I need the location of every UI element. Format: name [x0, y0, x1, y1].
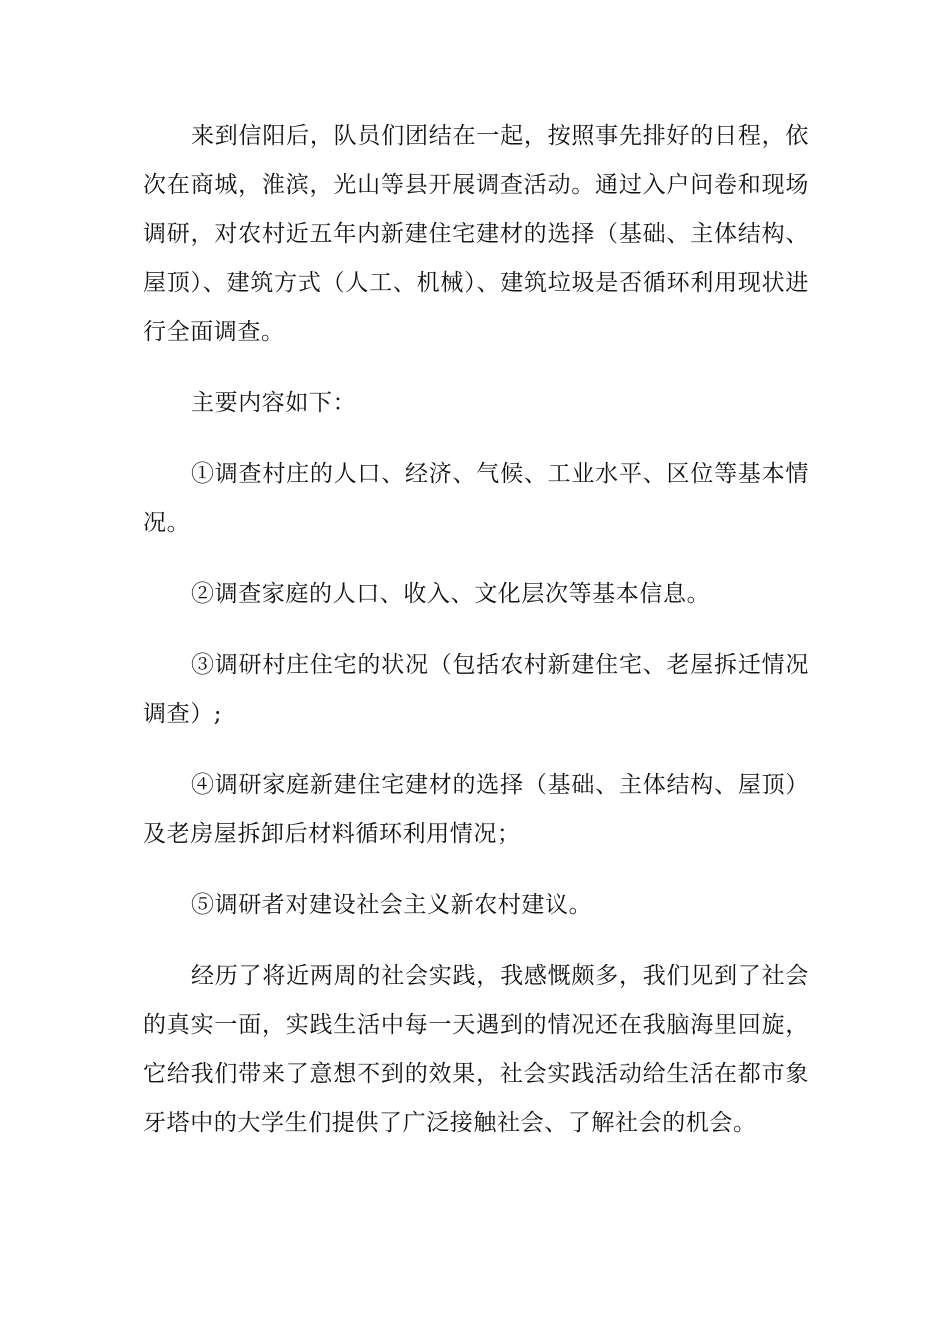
- list-item-2: ②调查家庭的人口、收入、文化层次等基本信息。: [191, 581, 711, 607]
- list-item-4: ④调研家庭新建住宅建材的选择（基础、主体结构、屋顶）及老房屋拆卸后材料循环利用情况；: [143, 772, 809, 847]
- list-item-5: ⑤调研者对建设社会主义新农村建议。: [191, 892, 593, 918]
- list-item-3: ③调研村庄住宅的状况（包括农村新建住宅、老屋拆迁情况调查）;: [143, 652, 809, 727]
- paragraph-contents-heading: 主要内容如下：: [191, 390, 357, 416]
- document-body: [143, 112, 809, 1170]
- list-item-1: ①调查村庄的人口、经济、气候、工业水平、区位等基本情况。: [143, 461, 809, 536]
- paragraph-reflection: 经历了将近两周的社会实践，我感慨颇多，我们见到了社会的真实一面，实践生活中每一天遇到的情况还在我脑海里回旋，它给我们带来了意想不到的效果，社会实践活动给生活在都市象牙塔中的大学生们提供了广泛接触社会、了解社会的机会。: [143, 963, 809, 1136]
- paragraph-intro: 来到信阳后，队员们团结在一起，按照事先排好的日程，依次在商城，淮滨，光山等县开展调查活动。通过入户问卷和现场调研，对农村近五年内新建住宅建材的选择（基础、主体结构、屋顶）、建筑方式（人工、机械）、建筑垃圾是否循环利用现状进行全面调查。: [143, 123, 809, 345]
